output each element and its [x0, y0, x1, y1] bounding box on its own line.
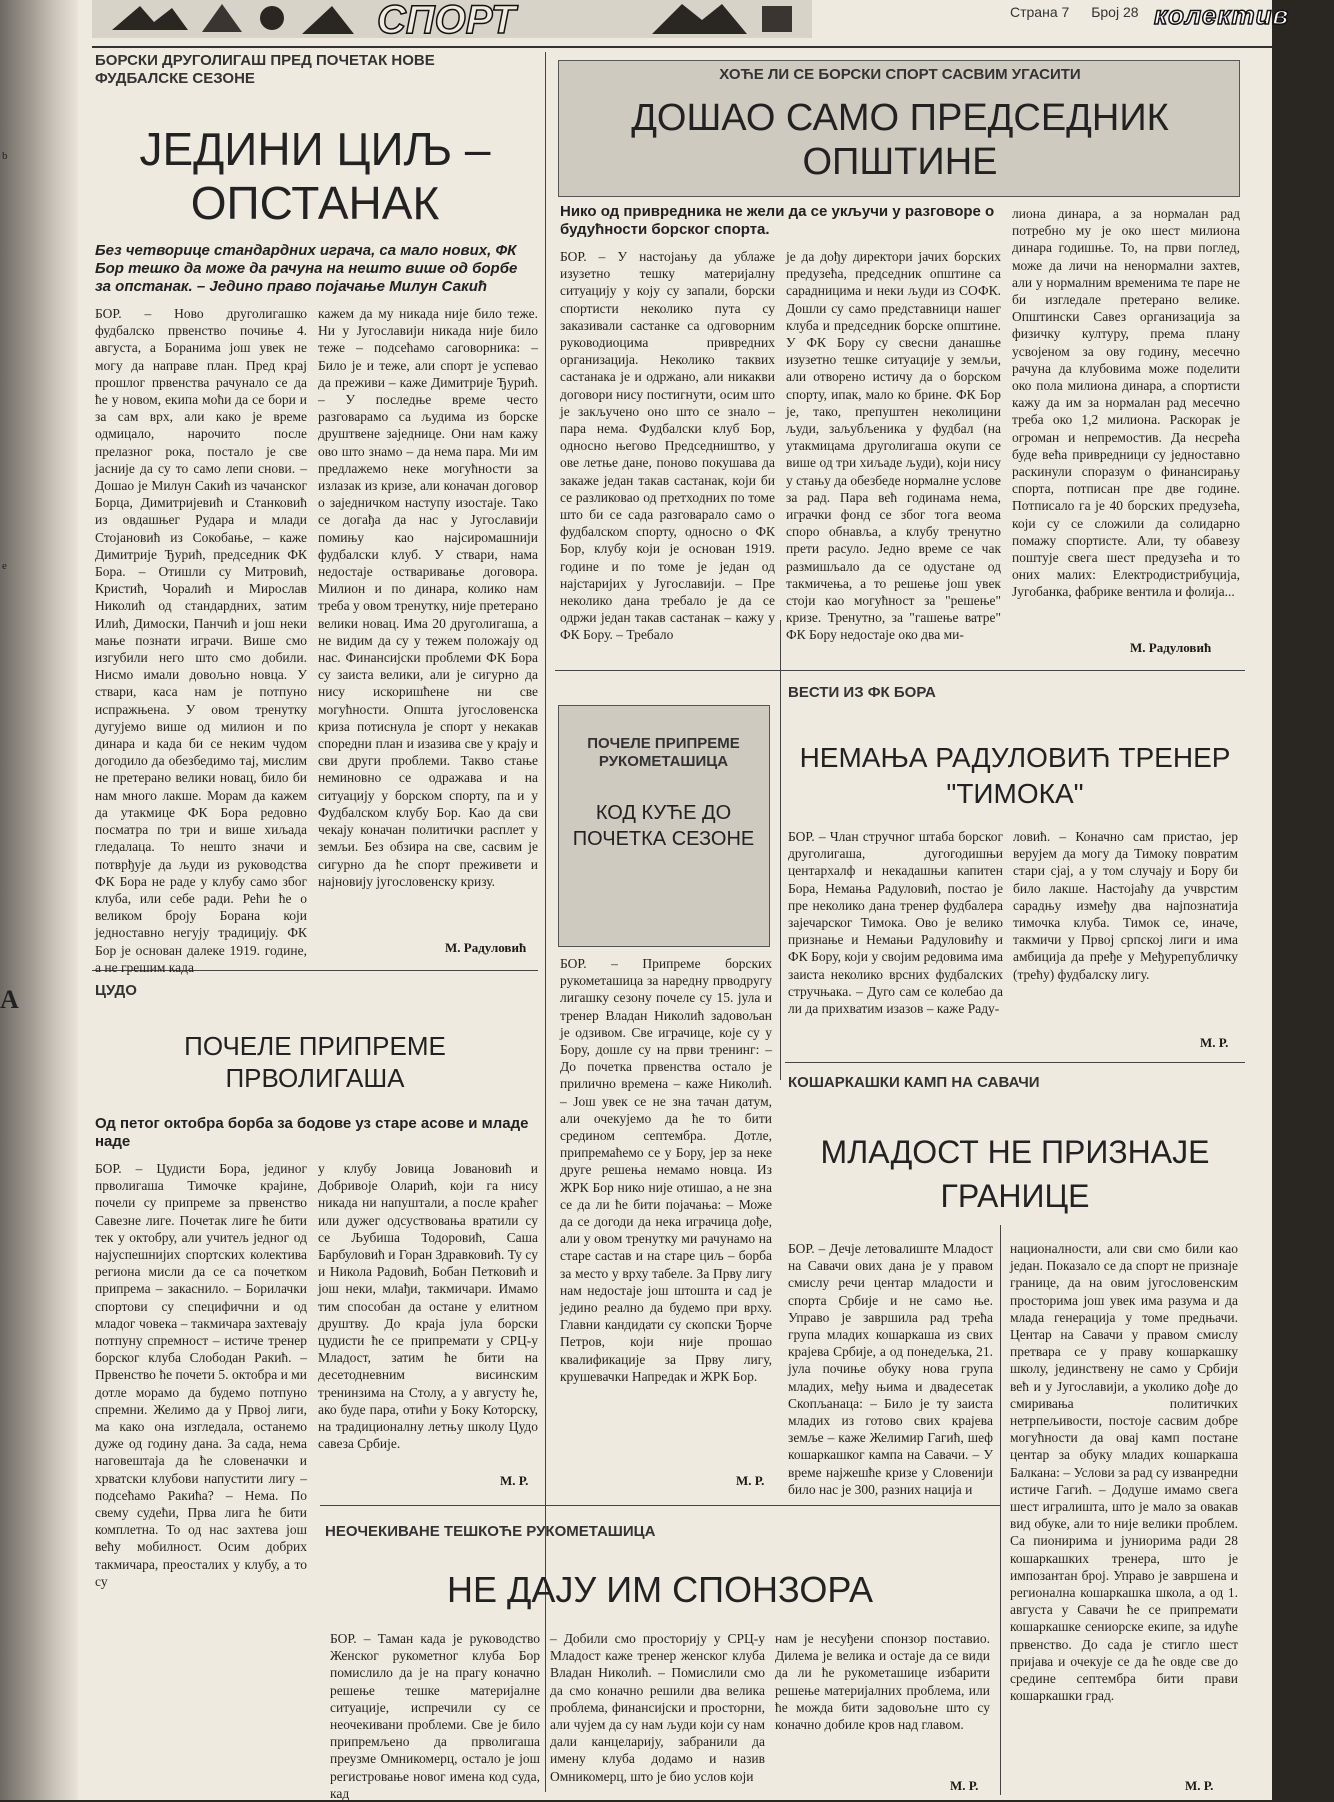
- article-body-column: БОР. – Таман када је руководство Женског рукометног клуба Бор помислило да је на прагу коначно решење тешке материјалне ситуације, испречили су се неочекивани проблеми. Све је било припремљено да прволигаша преузме Омникомерц, остало је још регистровање новог имена код суда, кад: [330, 1631, 540, 1801]
- article-body-column: – Добили смо просторију у СРЦ-у Младост каже тренер женског клуба Владан Николић. – Помислили смо да смо коначно решили два велика проблема, финансијски и просторни, али чујем да су нам људи који су нам дали канцеларију, забранили да имену клуба додамо и назив Омникомерц, што је био услов који: [550, 1631, 765, 1784]
- column-rule: [1000, 1225, 1001, 1795]
- author-signature: М. Р.: [736, 1473, 765, 1488]
- author-signature: М. Р.: [1200, 1035, 1229, 1050]
- author-signature: М. Р.: [950, 1778, 979, 1793]
- column-rule: [780, 620, 781, 1080]
- article-body-column: националности, али сви смо били као један. Показало се да спорт не признаје границе, да на овим југословенским просторима још увек има разума и да млада генерација у томе предњачи. Центар на Савачи у правом смислу претвара се у праву кошаркашку школу, јединствену не само у Србији већ и у Југославији, а уколико дође до смиривања политичких нетрпељивости, постоје сасвим добре могућности да овај камп постане центар за обуку младих кошаркаша Балкана: – Услови за рад су изванредни истиче Гагић. – Додуше имамо свега шест игралишта, што је мало за овакав вид обуке, али то није велики проблем. Са пионирима и јуниорима ради 28 кошаркашких тренера, што је импозантан број. Управо је завршена и регионална кошаркашка школа, а од 1. августа у Савачи ће се припремати кошаркашке сениорске екипе, за идуће првенство. До сада је стигло шест пријава и очекује се да ће овде све до средине септембра бити прави кошаркашки град.: [1010, 1241, 1238, 1704]
- article-kicker: КОШАРКАШКИ КАМП НА САВАЧИ: [788, 1074, 1040, 1091]
- article-headline: НЕ ДАЈУ ИМ СПОНЗОРА: [447, 1569, 873, 1610]
- box-headline: КОД КУЋЕ ДО ПОЧЕТКА СЕЗОНЕ: [572, 802, 755, 850]
- article-body-column: БОР. – Члан стручног штаба борског друголигаша, дугогодишњи центархалф и некадашњи капитен Бора, Немања Радуловић, постао је пре неколико дана тренер фудбалера зајечарског Тимока. Ово је велико признање и Немањи Радуловићу и ФК Бору, који у својим редовима има заиста неколико врсних фудбалских стручњака. – Дуго сам се колебао да ли да прихватим изазов – каже Раду-: [788, 829, 1003, 1017]
- article-body-column: лиона динара, а за нормалан рад потребно му је око шест милиона динара годишње. То, на први поглед, може да личи на ненормални захтев, али у нормалним временима те паре не би изгледале претерано велике. Општински Савез организација за физичку културу, према плану усвојеном за ову годину, месечно рачуна да клубовима може поделити око пола милиона динара, а спортисти кажу да им за нормалан рад месечно треба око 1,2 милиона. Раскорак је огроман и непремостив. Да несрећа буде већа привредници су једноставно раскинули споразум о финансирању спорта, потписан пре две године. Потписало га је 40 борских предузећа, који су се сложили да солидарно помажу спортисте. Али, ту обавезу поштује свега шест предузећа и то оних малих: Електродистрибуција, Југобанка, фабрике вентила и фолија...: [1012, 206, 1240, 600]
- gutter-letter: e: [2, 560, 7, 572]
- newspaper-logo: колектив: [1154, 0, 1290, 30]
- gutter-letter: A: [0, 985, 19, 1014]
- article-headline: НЕМАЊА РАДУЛОВИЋ ТРЕНЕР "ТИМОКА": [799, 742, 1231, 809]
- box-kicker: ПОЧЕЛЕ ПРИПРЕМЕ РУКОМЕТАШИЦА: [587, 735, 740, 770]
- gutter-letter: b: [2, 150, 8, 162]
- article-body-column: БОР. – Ново друголигашко фудбалско првенство почиње 4. августа, а Боранима још увек не могу да направе план. Пред крај прошлог првенства рачунало се да ће у новом, екипа моћи да се бори и за сам врх, али како је време одмицало, нарочито после прелазног рока, постало је све јасније да су то само лепи снови. – Дошао је Милун Сакић из чачанског Борца, Димитријевић и Станковић из овдашњег Рудара и млади Стојановић из Сокобање, – каже Димитрије Ђурић, председник ФК Бора. – Отишли су Митровић, Кристић, Чоралић и Мирослав Николић од стандардних, затим Илић, Димоски, Панчић и још неки мање познати играчи. Више смо изгубили него што смо добили. Нисмо имали довољно новца. У ствари, каса нам је потпуно испражњена. У овом тренутку дугујемо више од милион и по динара и када би се неким чудом догодило да обезбедимо тај, мислим не претерано велики новац, било би нам много лакше. Морам да кажем да утакмице ФК Бора редовно посматра по три и више хиљада гледалаца. То нешто значи и потврђује да људи из руководства ФК Бора не раде у клубу само због клуба, или себе ради. Рећи ће о великом броју Борана који једноставно негују традицију. ФК Бор је основан далеке 1919. године, а не грешим када: [95, 306, 307, 975]
- article-body-column: у клубу Јовица Јовановић и Добривоје Оларић, који га нису никада ни напуштали, а после краћег или дужег одсуствовања вратили су се Љубиша Тодоровић, Саша Барбуловић и Горан Здравковић. Ту су и Никола Радовић, Бобан Петковић и још неки, млађи, такмичари. Имамо тим способан да остане у елитном друштву. До краја јула борски цудисти ће се припремати у СРЦ-у Младост, затим ће бити на десетодневним висинским тренинзима на Столу, а у августу ће, ако буде пара, отићи у Боку Которску, на традиционалну летњу школу Цудо савеза Србије.: [318, 1161, 538, 1452]
- section-rule: [785, 1062, 1245, 1063]
- article-kicker: ВЕСТИ ИЗ ФК БОРА: [788, 684, 936, 701]
- article-kicker: НЕОЧЕКИВАНЕ ТЕШКОЋЕ РУКОМЕТАШИЦА: [325, 1523, 656, 1540]
- article-body-column: БОР. – Припреме борских рукометашица за наредну прводругу лигашку сезону почеле су 15. јула и тренер Владан Николић задовољан је одзивом. Све играчице, које су у Бору, дошле су на први тренинг: – До почетка првенства остало је прилично времена – каже Николић. – Још увек се не зна тачан датум, али очекујемо да ће то бити средином септембра. Дотле, припремаћемо се у Бору, јер за неке друге решења немамо новца. Из ЖРК Бор нико није отишао, а не зна се да ли ће бити појачања: – Може да се догоди да нека играчица дође, али у овом тренутку ми рачунамо на старе састав и на старе циљ – борба за место у врху табеле. За Прву лигу нам недостаје још штошта и сад је једино реално да будемо при врху. Главни кандидати су скопски Ђорче Петров, који није прошао квалификације за Прву лигу, крушевачки Напредак и ЖРК Бор.: [560, 956, 772, 1384]
- masthead: [92, 0, 1290, 48]
- article-lead: Нико од привредника не жели да се укључи у разговоре о будућности борског спорта.: [560, 203, 995, 238]
- article-lead: Без четворице стандардних играча, са мало нових, ФК Бор тешко да може да рачуна на нешто више од борбе за опстанак. – Једино право појачање Милун Сакић: [95, 242, 518, 295]
- article-kicker: ХОЋЕ ЛИ СЕ БОРСКИ СПОРТ САСВИМ УГАСИТИ: [719, 66, 1081, 83]
- article-headline: ЈЕДИНИ ЦИЉ – ОПСТАНАК: [139, 123, 491, 229]
- author-signature: М. Р.: [500, 1473, 529, 1488]
- article-body-column: БОР. – Цудисти Бора, јединог прволигаша Тимочке крајине, почели су припреме за првенство Савезне лиге. Почетак лиге ће бити тек у октобру, али учитељ једног од најуспешнијих спортских колектива региона мисли да се са почетком припрема – закаснило. – Борилачки спортови су специфични и од младог човека – такмичара захтевају потпуну спремност – истиче тренер борског клуба Слободан Ракић. – Првенство ће почети 5. октобра и ми дотле морамо да будемо потпуно спремни. Желимо да у Првој лиги, ма како она изгледала, останемо дуже од годину дана. За сада, нема наговештаја да ће словеначки и хрватски клубови напустити лигу – подсећамо Ракића? – Нема. По свему судећи, Прва лига ће бити комплетна. То од нас захтева још већу мобилност. Осим добрих такмичара, преосталих у клубу, а то су: [95, 1161, 307, 1589]
- page-meta: [1010, 4, 1157, 20]
- article-body-column: кажем да му никада није било теже. Ни у Југославији никада није било теже – подсећамо саговорника: – Било је и теже, али спорт је успевао да преживи – каже Димитрије Ђурић. – У последње време често разговарамо са људима из борске друштвене заједнице. Они нам кажу ово што знамо – да нема пара. Ми им предлажемо неке могућности за излазак из кризе, али коначан договор о заједничком наступу изостаје. Тако се догађа да нас у Југославији помињу као најсиромашнији фудбалски клуб. У ствари, нама недостаје остваривање договора. Милион и по динара, колико нам треба у овом тренутку, није претерано велики новац. Има 20 друголигаша, а не видим да су у тежем положају од нас. Финансијски проблеми ФК Бора су заиста велики, али је сигурно да нису искоришћене ни све могућности. Општа југословенска криза потиснула је спорт у некакав споредни план и изазива све у крају и сви други проблеми. Такво стање неминовно се одражава и на ситуацију у борском спорту, па и у Фудбалском клубу Бор. Као да сви чекају коначан политички расплет у земљи. Без обзира на све, сасвим је сигурно да ће спорт преживети и најновију југословенску кризу.: [318, 306, 538, 889]
- section-rule: [555, 670, 1245, 671]
- author-signature: М. Р.: [1185, 1778, 1214, 1793]
- article-lead: Од петог октобра борба за бодове уз старе асове и младе наде: [95, 1115, 529, 1150]
- issue-number: Број 28: [1091, 4, 1139, 20]
- article-kicker: ЦУДО: [95, 982, 137, 999]
- article-headline: ПОЧЕЛЕ ПРИПРЕМЕ ПРВОЛИГАША: [184, 1031, 446, 1093]
- article-body-column: је да дођу директори јачих борских предузећа, председник општине са сарадницима и неки људи из СОФК. Дошли су само представници нашег клуба и председник борске општине. У ФК Бору су свесни данашње изузетно тешке ситуације у земљи, али отворено истичу да о борском спорту, ипак, мало ко брине. ФК Бор је, тако, препуштен неколицини људи, заљубљеника у фудбал (на утакмицама друголигаша окупи се више од три хиљаде људи), који нису у стању да обезбеде нормалне услове за рад. Пара већ годинама нема, играчки фонд се због тога веома споро обнавља, а клубу тренутно прети расуло. Једно време се чак размишљало да се одустане од такмичења, а то решење још увек стоји као могућност за "решење" кризе. Тренутно, за "гашење ватре" ФК Бору недостаје око два ми-: [786, 249, 1001, 643]
- author-signature: М. Радуловић: [1130, 640, 1212, 655]
- article-body-column: ловић. – Коначно сам пристао, јер верујем да могу да Тимоку повратим стари сјај, а у том случају и Бору би било лакше. Настојаћу да учврстим сарадњу између два најпознатија тимочка клуба. Тимок се, иначе, такмичи у Првој српској лиги и има амбиција да пређе у Међурепубличку (трећу) фудбалску лигу.: [1013, 829, 1238, 982]
- author-signature: М. Радуловић: [445, 940, 527, 955]
- article-kicker: БОРСКИ ДРУГОЛИГАШ ПРЕД ПОЧЕТАК НОВЕ ФУДБАЛСКЕ СЕЗОНЕ: [95, 52, 435, 87]
- article-body-column: нам је несуђени спонзор поставио. Дилема је велика и остаје да се види да ли ће рукометашице избарити решење материјалних проблема, или ће можда бити задовољне што су коначно добиле кров над главом.: [775, 1631, 990, 1733]
- article-body-column: БОР. – У настојању да ублаже изузетно тешку материјалну ситуацију у коју су запали, борски спортисти неколико пута су заказивали састанке са одговорним руководиоцима привредних организација. Неколико таквих састанака је и одржано, али никакви договори нису постигнути, осим што је закључено оно што се знало – пара нема. Фудбалски клуб Бор, односно његово Председништво, у ове летње дане, поново покушава да закаже један такав састанак, који би се разликовао од претходних по томе што би се сада разговарало само о фудбалском спорту, односно о ФК Бор, клубу који је основан 1919. године и по томе је један од најстаријих у Југославији. – Пре неколико дана требало је да се одржи један такав састанак – кажу у ФК Бору. – Требало: [560, 249, 775, 643]
- article-body-column: БОР. – Дечје летовалиште Младост на Савачи ових дана је у правом смислу речи центар младости и спорта Србије и не само ње. Управо је завршила рад трећа група младих кошаркаша из свих крајева Србије, а од понедељка, 21. јула почиње обуку нова група младих, међу њима и двадесетак Скопљанаца: – Било је ту заиста младих из готово свих крајева земље – каже Желимир Гагић, шеф кошаркашког кампа на Савачи. – У време најжешће кризе у Словенији било нас је 300, разних нација и: [788, 1241, 993, 1497]
- section-rule: [320, 1505, 1000, 1506]
- section-title: СПОРТ: [377, 0, 516, 42]
- adjacent-page-gutter: [0, 0, 78, 1800]
- page-number: Страна 7: [1010, 4, 1070, 20]
- article-headline: МЛАДОСТ НЕ ПРИЗНАЈЕ ГРАНИЦЕ: [820, 1134, 1210, 1214]
- section-banner-art: [92, 0, 812, 40]
- article-headline: ДОШАО САМО ПРЕДСЕДНИК ОПШТИНЕ: [631, 97, 1169, 183]
